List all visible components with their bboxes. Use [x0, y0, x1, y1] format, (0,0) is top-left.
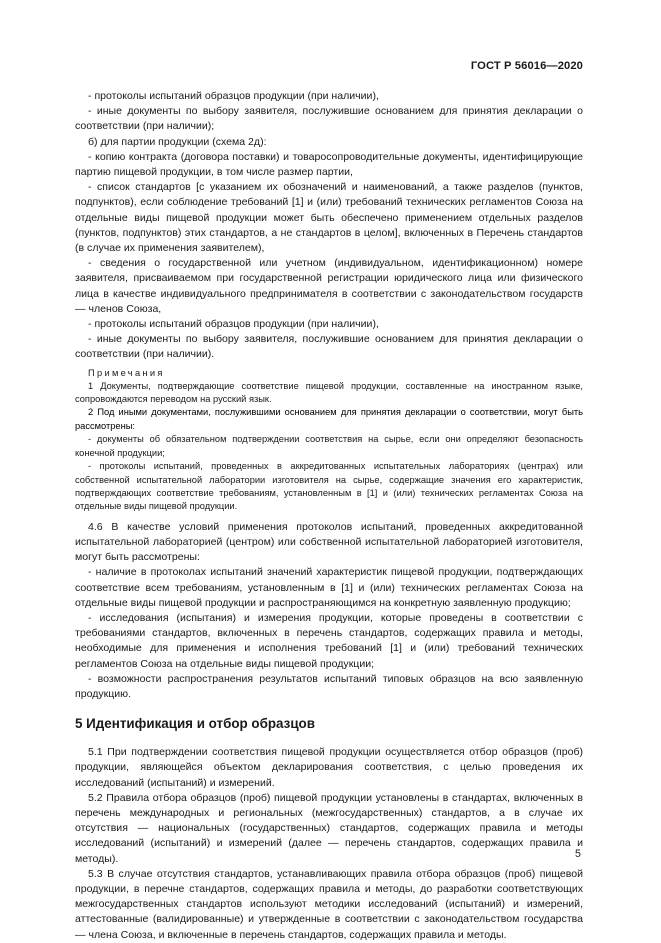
paragraph: 5.3 В случае отсутствия стандартов, устанавливающих правила отбора образцов (проб) пищевой продукции, в перечне стандартов, содержащих правила и методы, до разработки соответствующих межгосударственных стандартов используют методики исследований (испытаний) и измерений, аттестованные (валидированные) и утвержденные в соответствии с законодательством государства — члена Союза, и включенные в перечень стандартов, содержащих правила и методы. — [75, 867, 583, 941]
paragraph: - иные документы по выбору заявителя, послужившие основанием для принятия декларации о соответствии (при наличии); — [75, 105, 583, 133]
paragraph: - копию контракта (договора поставки) и товаросопроводительные документы, идентифицирующие партию пищевой продукции, в том числе размер партии, — [75, 150, 583, 179]
note-item: 1 Документы, подтверждающие соответствие пищевой продукции, составленные на иностранном языке, сопровождаются переводом на русский язык. — [75, 380, 583, 405]
paragraph: - возможности распространения результатов испытаний типовых образцов на всю заявленную продукцию. — [75, 672, 583, 700]
paragraph: - протоколы испытаний образцов продукции (при наличии), — [88, 318, 379, 331]
paragraph: - протоколы испытаний образцов продукции (при наличии), — [88, 90, 379, 102]
document-code: ГОСТ Р 56016—2020 — [470, 60, 583, 72]
notes-title: Примечания — [88, 367, 165, 378]
paragraph: 4.6 В качестве условий применения протоколов испытаний, проведенных аккредитованной испытательной лабораторией (центром) или собственной испытательной лабораторией изготовителя, могут быть рассмотрены: — [75, 520, 583, 564]
paragraph: 5.2 Правила отбора образцов (проб) пищевой продукции установлены в стандартах, включенных в перечень международных и региональных (межгосударственных) стандартов, а в случае их отсутствия — национальных (государственных) стандартов, содержащих правила и методы исследований (испытаний) и измерений (далее — перечень стандартов, содержащих правила и методы). — [75, 791, 583, 865]
paragraph: - иные документы по выбору заявителя, послужившие основанием для принятия декларации о соответствии (при наличии). — [75, 333, 583, 361]
note-item: 2 Под иными документами, послужившими основанием для принятия декларации о соответствии, могут быть рассмотрены: — [75, 407, 583, 431]
page-number: 5 — [575, 848, 581, 860]
section-heading: 5 Идентификация и отбор образцов — [75, 716, 315, 732]
note-item: - документы об обязательном подтверждении соответствия на сырье, если они определяют безопасность конечной продукции; — [75, 434, 583, 458]
paragraph: б) для партии продукции (схема 2д): — [88, 135, 267, 148]
paragraph: - наличие в протоколах испытаний значений характеристик пищевой продукции, подтверждающих соответствие всем требованиям, установленным в [1] и (или) технических регламентах Союза на отдельные виды пищевой продукции и распространяющимся на конкретную заявленную продукцию; — [75, 566, 583, 609]
paragraph: - список стандартов [с указанием их обозначений и наименований, а также разделов (пунктов, подпунктов), если соблюдение требований [1] и (или) требований технических регламентов Союза на отдельные виды пищевой продукции может быть обеспечено применением отдельных разделов (пунктов, подпунктов) этих стандартов, а не стандартов в целом], включенных в Перечень стандартов (в случае их применения заявителем), — [75, 181, 583, 255]
note-item: - протоколы испытаний, проведенных в аккредитованных испытательных лабораториях (центрах) или собственной испытательной лаборатории изготовителя на сырье, содержащие значения его характеристик, подтверждающих соответствие требованиям, установленным в [1] и (или) технических регламентах Союза на отдельные виды пищевой продукции. — [75, 461, 583, 512]
page-content — [75, 89, 583, 943]
paragraph: - сведения о государственной или учетном (индивидуальном, идентификационном) номере заявителя, присваиваемом при государственной регистрации юридического лица или физического лица в качестве индивидуального предпринимателя в соответствии с законодательством государств — членов Союза, — [75, 257, 583, 315]
paragraph: - исследования (испытания) и измерения продукции, которые проведены в соответствии с требованиями стандартов, включенных в перечень стандартов, содержащих правила и методы, необходимые для применения и исполнения требований [1] и (или) требований технических регламентов Союза на отдельные виды пищевой продукции; — [75, 611, 583, 670]
paragraph: 5.1 При подтверждении соответствия пищевой продукции осуществляется отбор образцов (проб) продукции, являющейся объектом декларирования соответствия, с целью проведения их исследований (испытаний) и измерений. — [75, 746, 583, 789]
